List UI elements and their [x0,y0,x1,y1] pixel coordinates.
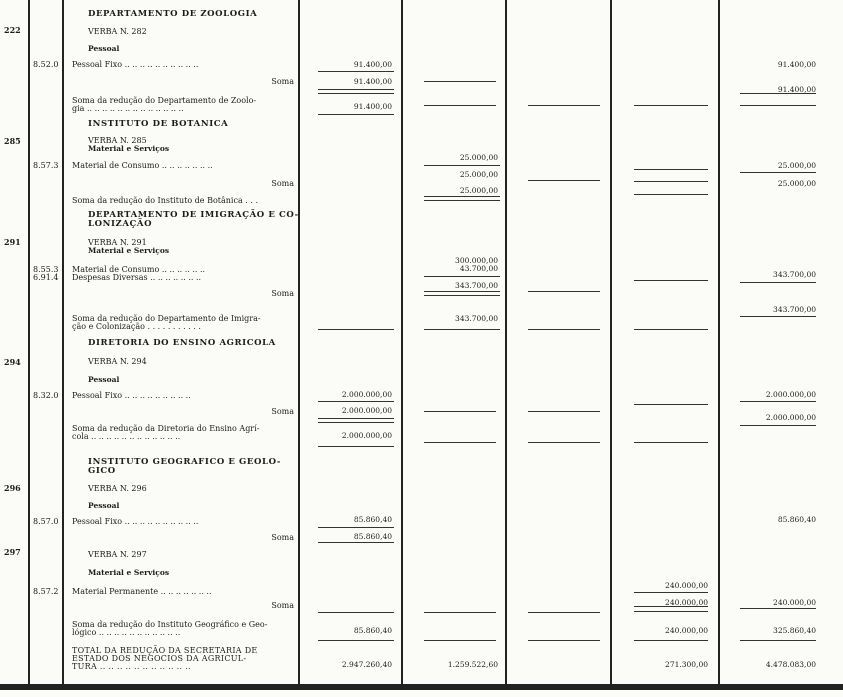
amount: 240.000,00 [665,598,708,607]
verba-margin-number: 296 [4,483,21,493]
reduction-label: Soma da redução da Diretoria do Ensino Agrí- [72,424,260,433]
sum-rule [318,329,394,330]
sum-rule [740,425,816,426]
subheading: Pessoal [88,44,120,53]
sum-rule [740,608,816,609]
sum-rule [528,640,600,641]
sum-double-rule [318,89,394,94]
sum-rule [634,181,708,182]
sum-rule [740,105,816,106]
sum-rule [740,640,816,641]
sum-rule [740,93,816,94]
verba-label: VERBA N. 282 [88,27,147,36]
column-rule [62,0,64,684]
amount: 91.400,00 [353,77,392,86]
amount: 25.000,00 [459,153,498,162]
sum-rule [740,401,816,402]
amount: 300.000,00 [455,256,498,265]
bottom-rule [0,684,843,690]
grand-total-amount: 1.259.522,60 [447,660,498,669]
subheading: Material e Serviços [88,246,170,255]
sum-rule [634,611,708,612]
item-code: 8.52.0 [33,60,59,69]
amount: 25.000,00 [459,186,498,195]
column-rule [718,0,720,684]
verba-label: VERBA N. 285 [88,136,147,145]
column-rule [28,0,30,684]
amount: 91.400,00 [777,60,816,69]
grand-total-amount: 271.300,00 [665,660,708,669]
item-description: Material Permanente .. .. .. .. .. .. .. [72,587,212,596]
grand-total-amount: 2.947.260,40 [341,660,392,669]
amount: 25.000,00 [777,161,816,170]
reduction-label: ção e Colonização . . . . . . . . . . . [72,322,201,331]
subheading: Material e Serviços [88,568,170,577]
verba-margin-number: 294 [4,357,21,367]
amount: 240.000,00 [665,581,708,590]
section-title: INSTITUTO GEOGRAFICO E GEOLO- [88,457,282,467]
sum-double-rule [318,418,394,423]
soma-label: Soma [271,77,294,86]
item-code: 8.32.0 [33,391,59,400]
reduction-label: Soma da redução do Departamento de Imigra- [72,314,261,323]
item-code: 8.57.2 [33,587,59,596]
amount: 343.700,00 [455,314,498,323]
sum-rule [424,411,496,412]
amount: 240.000,00 [773,598,816,607]
section-title: DEPARTAMENTO DE IMIGRAÇÃO E CO- [88,210,299,220]
amount: 240.000,00 [665,626,708,635]
soma-label: Soma [271,533,294,542]
amount: 25.000,00 [777,179,816,188]
subheading: Pessoal [88,375,120,384]
amount: 25.000,00 [459,170,498,179]
item-code: 8.55.3 [33,265,59,274]
grand-total-label: TURA .. .. .. .. .. .. .. .. .. .. .. [72,662,191,671]
section-title: DEPARTAMENTO DE ZOOLOGIA [88,9,258,19]
amount: 343.700,00 [773,305,816,314]
sum-rule [634,592,708,593]
sum-rule [424,105,496,106]
sum-rule [634,280,708,281]
sum-rule [424,612,496,613]
column-rule [401,0,403,684]
item-description: Pessoal Fixo .. .. .. .. .. .. .. .. .. [72,391,191,400]
sum-rule [740,316,816,317]
amount: 325.860,40 [773,626,816,635]
sum-rule [318,542,394,543]
item-description: Material de Consumo .. .. .. .. .. .. .. [72,161,213,170]
grand-total-label: TOTAL DA REDUÇÃO DA SECRETARIA DE [72,646,258,655]
verba-label: VERBA N. 297 [88,550,147,559]
reduction-label: Soma da redução do Instituto de Botânica . . . [72,196,258,205]
sum-rule [528,180,600,181]
amount: 85.860,40 [777,515,816,524]
section-title: DIRETORIA DO ENSINO AGRICOLA [88,338,276,348]
item-description: Material de Consumo .. .. .. .. .. .. [72,265,206,274]
verba-margin-number: 222 [4,25,21,35]
sum-rule [740,282,816,283]
sum-rule [528,291,600,292]
amount: 85.860,40 [353,515,392,524]
section-title: INSTITUTO DE BOTANICA [88,119,229,129]
amount: 343.700,00 [773,270,816,279]
grand-total-amount: 4.478.083,00 [765,660,816,669]
reduction-label: gia .. .. .. .. .. .. .. .. .. .. .. .. .. [72,104,184,113]
soma-label: Soma [271,407,294,416]
verba-margin-number: 297 [4,547,21,557]
subheading: Material e Serviços [88,144,170,153]
sum-rule [318,640,394,641]
section-title: GICO [88,466,116,476]
sum-rule [318,71,394,72]
sum-double-rule [424,196,500,201]
sum-rule [634,194,708,195]
amount: 91.400,00 [353,60,392,69]
amount: 91.400,00 [777,85,816,94]
sum-rule [424,165,500,166]
reduction-label: cola .. .. .. .. .. .. .. .. .. .. .. .. [72,432,181,441]
sum-rule [318,114,394,115]
item-code: 6.91.4 [33,273,59,282]
amount: 85.860,40 [353,532,392,541]
column-rule [505,0,507,684]
sum-rule [634,404,708,405]
amount: 343.700,00 [455,281,498,290]
soma-label: Soma [271,179,294,188]
reduction-label: lógico .. .. .. .. .. .. .. .. .. .. .. [72,628,181,637]
verba-margin-number: 291 [4,237,21,247]
item-description: Pessoal Fixo .. .. .. .. .. .. .. .. .. .. [72,60,199,69]
sum-rule [424,640,496,641]
section-title: LONIZAÇÃO [88,219,153,229]
sum-rule [424,276,500,277]
sum-rule [528,442,600,443]
reduction-label: Soma da redução do Instituto Geográfico e Geo- [72,620,268,629]
item-code: 8.57.0 [33,517,59,526]
sum-rule [634,329,708,330]
sum-rule [318,401,394,402]
sum-rule [528,105,600,106]
subheading: Pessoal [88,501,120,510]
amount: 2.000.000,00 [765,413,816,422]
sum-rule [424,81,496,82]
amount: 43.700,00 [459,264,498,273]
sum-rule [424,329,500,330]
amount: 2.000.000,00 [765,390,816,399]
sum-rule [634,606,708,607]
sum-double-rule [424,291,500,296]
reduction-label: Soma da redução do Departamento de Zoolo- [72,96,257,105]
sum-rule [740,172,816,173]
sum-rule [318,446,394,447]
amount: 85.860,40 [353,626,392,635]
sum-rule [318,527,394,528]
item-description: Despesas Diversas .. .. .. .. .. .. .. [72,273,202,282]
item-description: Pessoal Fixo .. .. .. .. .. .. .. .. .. .. [72,517,199,526]
sum-rule [424,442,496,443]
sum-rule [528,329,600,330]
sum-rule [634,169,708,170]
sum-rule [634,442,708,443]
soma-label: Soma [271,601,294,610]
sum-rule [318,612,394,613]
verba-label: VERBA N. 296 [88,484,147,493]
sum-rule [634,640,708,641]
sum-rule [528,612,600,613]
amount: 91.400,00 [353,102,392,111]
soma-label: Soma [271,289,294,298]
amount: 2.000.000,00 [341,390,392,399]
grand-total-label: ESTADO DOS NEGOCIOS DA AGRICUL- [72,654,247,663]
sum-rule [528,411,600,412]
verba-margin-number: 285 [4,136,21,146]
item-code: 8.57.3 [33,161,59,170]
amount: 2.000.000,00 [341,431,392,440]
sum-rule [634,105,708,106]
verba-label: VERBA N. 291 [88,238,147,247]
amount: 2.000.000,00 [341,406,392,415]
verba-label: VERBA N. 294 [88,357,147,366]
